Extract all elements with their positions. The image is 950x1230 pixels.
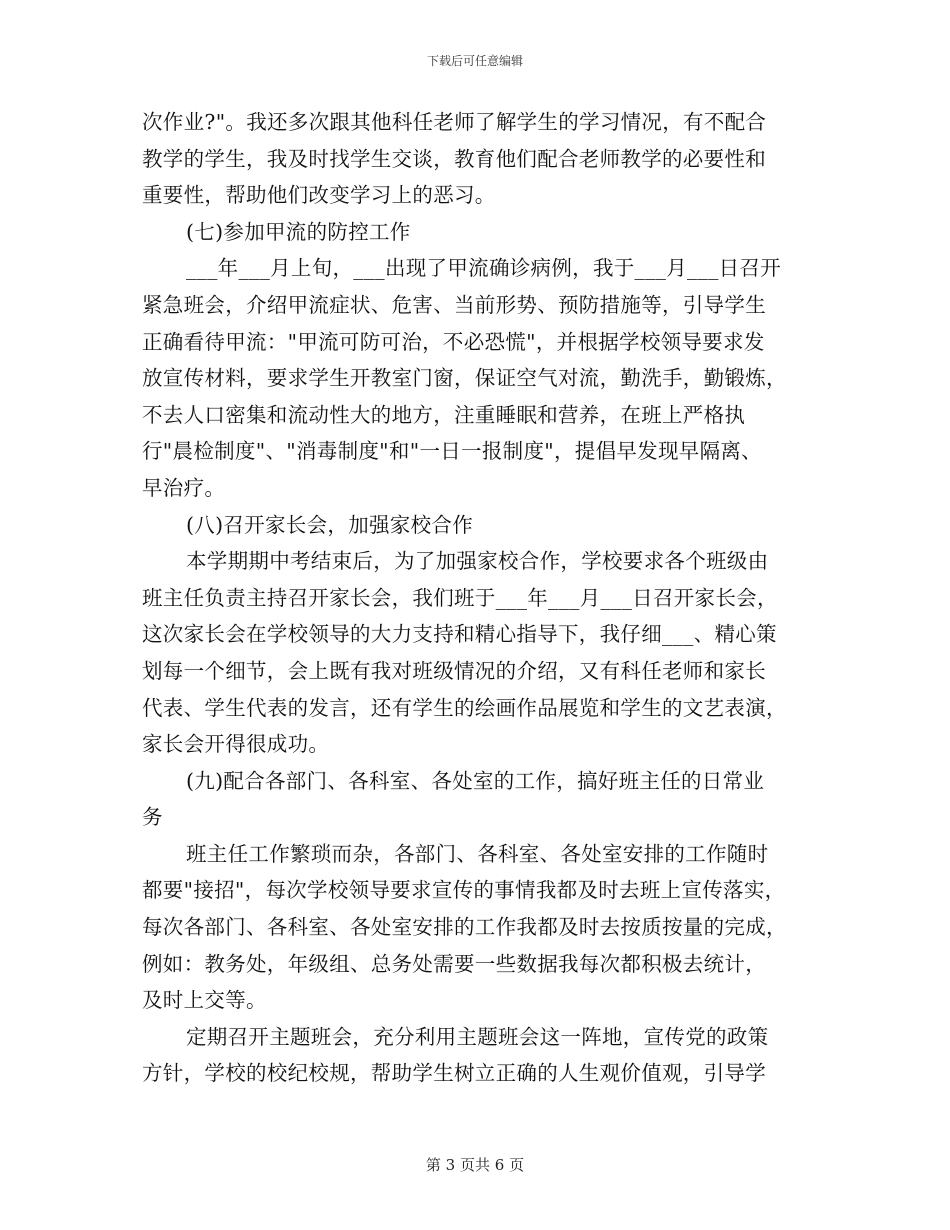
- text-line: 正确看待甲流："甲流可防可治，不必恐慌"，并根据学校领导要求发: [142, 329, 765, 354]
- text-line: (八)召开家长会，加强家校合作: [186, 512, 473, 537]
- text-line: 及时上交等。: [142, 988, 267, 1013]
- document-body: [142, 104, 808, 1092]
- page-footer: 第 3 页共 6 页: [425, 1156, 525, 1174]
- text-line: 班主任工作繁琐而杂，各部门、各科室、各处室安排的工作随时: [186, 841, 769, 866]
- text-line: 务: [142, 805, 163, 830]
- text-line: 代表、学生代表的发言，还有学生的绘画作品展览和学生的文艺表演，: [142, 695, 787, 720]
- text-line: 教学的学生，我及时找学生交谈，教育他们配合老师教学的必要性和: [142, 146, 766, 171]
- text-line: (七)参加甲流的防控工作: [186, 219, 411, 244]
- text-line: 早治疗。: [142, 475, 226, 500]
- text-line: 都要"接招"，每次学校领导要求宣传的事情我都及时去班上宣传落实，: [142, 878, 786, 903]
- text-line: 这次家长会在学校领导的大力支持和精心指导下，我仔细___、精心策: [142, 622, 777, 647]
- text-line: 家长会开得很成功。: [142, 732, 330, 757]
- text-line: 划每一个细节，会上既有我对班级情况的介绍，又有科任老师和家长: [142, 658, 766, 683]
- text-line: 次作业?"。我还多次跟其他科任老师了解学生的学习情况，有不配合: [142, 110, 767, 134]
- text-line: 放宣传材料，要求学生开教室门窗，保证空气对流，勤洗手，勤锻炼，: [142, 366, 787, 391]
- text-line: 方针，学校的校纪校规，帮助学生树立正确的人生观价值观，引导学: [142, 1061, 766, 1086]
- text-line: 不去人口密集和流动性大的地方，注重睡眠和营养，在班上严格执: [142, 402, 746, 427]
- page-header: 下载后可任意编辑: [426, 54, 523, 68]
- text-line: 重要性，帮助他们改变学习上的恶习。: [142, 183, 496, 208]
- text-line: 例如：教务处，年级组、总务处需要一些数据我每次都积极去统计，: [142, 951, 766, 976]
- text-line: 本学期期中考结束后，为了加强家校合作，学校要求各个班级由: [186, 549, 769, 574]
- text-line: (九)配合各部门、各科室、各处室的工作，搞好班主任的日常业: [186, 768, 765, 793]
- text-line: 每次各部门、各科室、各处室安排的工作我都及时去按质按量的完成，: [142, 915, 787, 940]
- text-line: 紧急班会，介绍甲流症状、危害、当前形势、预防措施等，引导学生: [142, 292, 766, 317]
- text-line: ___年___月上旬，___出现了甲流确诊病例，我于___月___日召开: [186, 256, 782, 281]
- text-line: 班主任负责主持召开家长会，我们班于___年___月___日召开家长会，: [142, 585, 778, 610]
- text-line: 定期召开主题班会，充分利用主题班会这一阵地，宣传党的政策: [186, 1024, 769, 1049]
- text-line: 行"晨检制度"、"消毒制度"和"一日一报制度"，提倡早发现早隔离、: [142, 439, 762, 464]
